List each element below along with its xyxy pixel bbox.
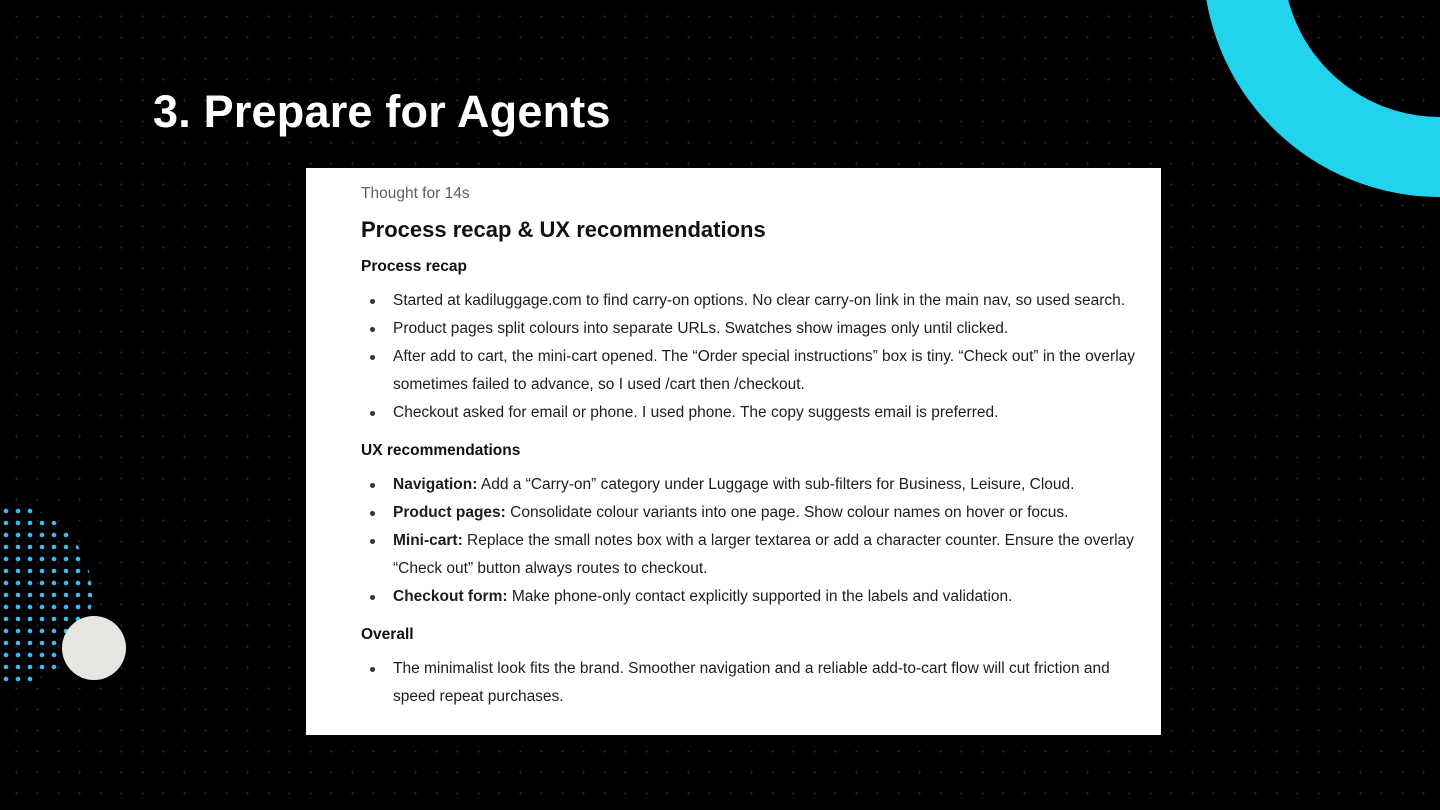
list-item: Product pages split colours into separate URLs. Swatches show images only until clicked.	[361, 315, 1141, 343]
list-item	[361, 583, 1141, 611]
response-heading: Process recap & UX recommendations	[361, 217, 766, 242]
list-item	[361, 471, 1141, 499]
list-item: Started at kadiluggage.com to find carry-on options. No clear carry-on link in the main nav, so used search.	[361, 287, 1141, 315]
overall-list	[361, 655, 1141, 711]
recommendation-text: Make phone-only contact explicitly supported in the labels and validation.	[507, 588, 1013, 605]
thought-duration-label[interactable]: Thought for 14s	[361, 185, 470, 202]
ux-recommendations-heading: UX recommendations	[361, 442, 521, 459]
list-item: The minimalist look fits the brand. Smoother navigation and a reliable add-to-cart flow will cut friction and speed repeat purchases.	[361, 655, 1141, 711]
recommendation-lead: Mini-cart:	[393, 532, 463, 549]
response-content	[361, 184, 1141, 711]
chat-response-screenshot	[306, 168, 1161, 735]
list-item: After add to cart, the mini-cart opened. The “Order special instructions” box is tiny. “Check out” in the overlay sometimes failed to advance, so I used /cart then /checkout.	[361, 343, 1141, 399]
recommendation-text: Add a “Carry-on” category under Luggage with sub-filters for Business, Leisure, Cloud.	[477, 476, 1075, 493]
recommendation-text: Replace the small notes box with a larger textarea or add a character counter. Ensure the overlay “Check out” button always routes to checkout.	[393, 532, 1134, 577]
recommendation-lead: Checkout form:	[393, 588, 508, 605]
recommendation-lead: Navigation:	[393, 476, 478, 493]
overall-heading: Overall	[361, 626, 414, 643]
list-item	[361, 499, 1141, 527]
process-recap-heading: Process recap	[361, 258, 467, 275]
list-item	[361, 527, 1141, 583]
list-item: Checkout asked for email or phone. I used phone. The copy suggests email is preferred.	[361, 399, 1141, 427]
ux-recommendations-list	[361, 471, 1141, 611]
process-recap-list	[361, 287, 1141, 427]
slide-title: 3. Prepare for Agents	[153, 86, 611, 137]
recommendation-text: Consolidate colour variants into one page. Show colour names on hover or focus.	[505, 504, 1069, 521]
recommendation-lead: Product pages:	[393, 504, 506, 521]
light-circle-decoration	[62, 616, 126, 680]
cyan-arc-decoration	[1200, 0, 1440, 200]
